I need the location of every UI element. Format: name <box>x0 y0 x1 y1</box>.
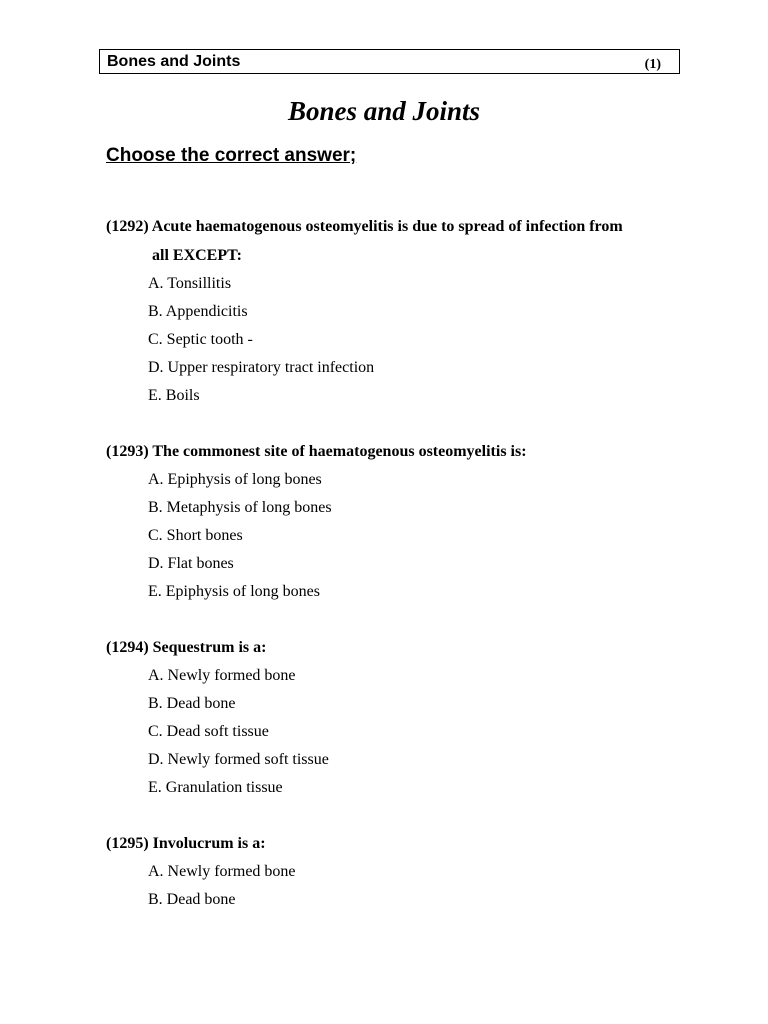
option-1295-a: A. Newly formed bone <box>148 863 296 880</box>
option-1293-a: A. Epiphysis of long bones <box>148 471 322 488</box>
option-1295-b: B. Dead bone <box>148 891 236 908</box>
option-1293-c: C. Short bones <box>148 527 243 544</box>
option-1293-e: E. Epiphysis of long bones <box>148 583 320 600</box>
option-1292-e: E. Boils <box>148 387 200 404</box>
document-title: Bones and Joints <box>287 96 481 126</box>
page-number: (1) <box>644 57 661 72</box>
option-1294-d: D. Newly formed soft tissue <box>148 751 329 768</box>
question-1293: (1293) The commonest site of haematogenous osteomyelitis is: <box>106 443 527 460</box>
running-header-title: Bones and Joints <box>107 53 241 70</box>
question-1295: (1295) Involucrum is a: <box>106 835 266 852</box>
option-1294-a: A. Newly formed bone <box>148 667 296 684</box>
question-1294: (1294) Sequestrum is a: <box>106 639 267 656</box>
running-header <box>99 49 680 74</box>
option-1294-c: C. Dead soft tissue <box>148 723 269 740</box>
option-1292-d: D. Upper respiratory tract infection <box>148 359 375 376</box>
question-1292: (1292) Acute haematogenous osteomyelitis is due to spread of infection from <box>106 218 623 235</box>
option-1292-c: C. Septic tooth - <box>148 331 253 348</box>
option-1294-b: B. Dead bone <box>148 695 236 712</box>
option-1292-b: B. Appendicitis <box>148 303 248 320</box>
instruction-heading: Choose the correct answer; <box>106 145 357 166</box>
option-1293-d: D. Flat bones <box>148 555 234 572</box>
option-1294-e: E. Granulation tissue <box>148 779 283 796</box>
option-1293-b: B. Metaphysis of long bones <box>148 499 332 516</box>
option-1292-a: A. Tonsillitis <box>148 275 232 292</box>
question-1292-continuation: all EXCEPT: <box>152 247 242 264</box>
